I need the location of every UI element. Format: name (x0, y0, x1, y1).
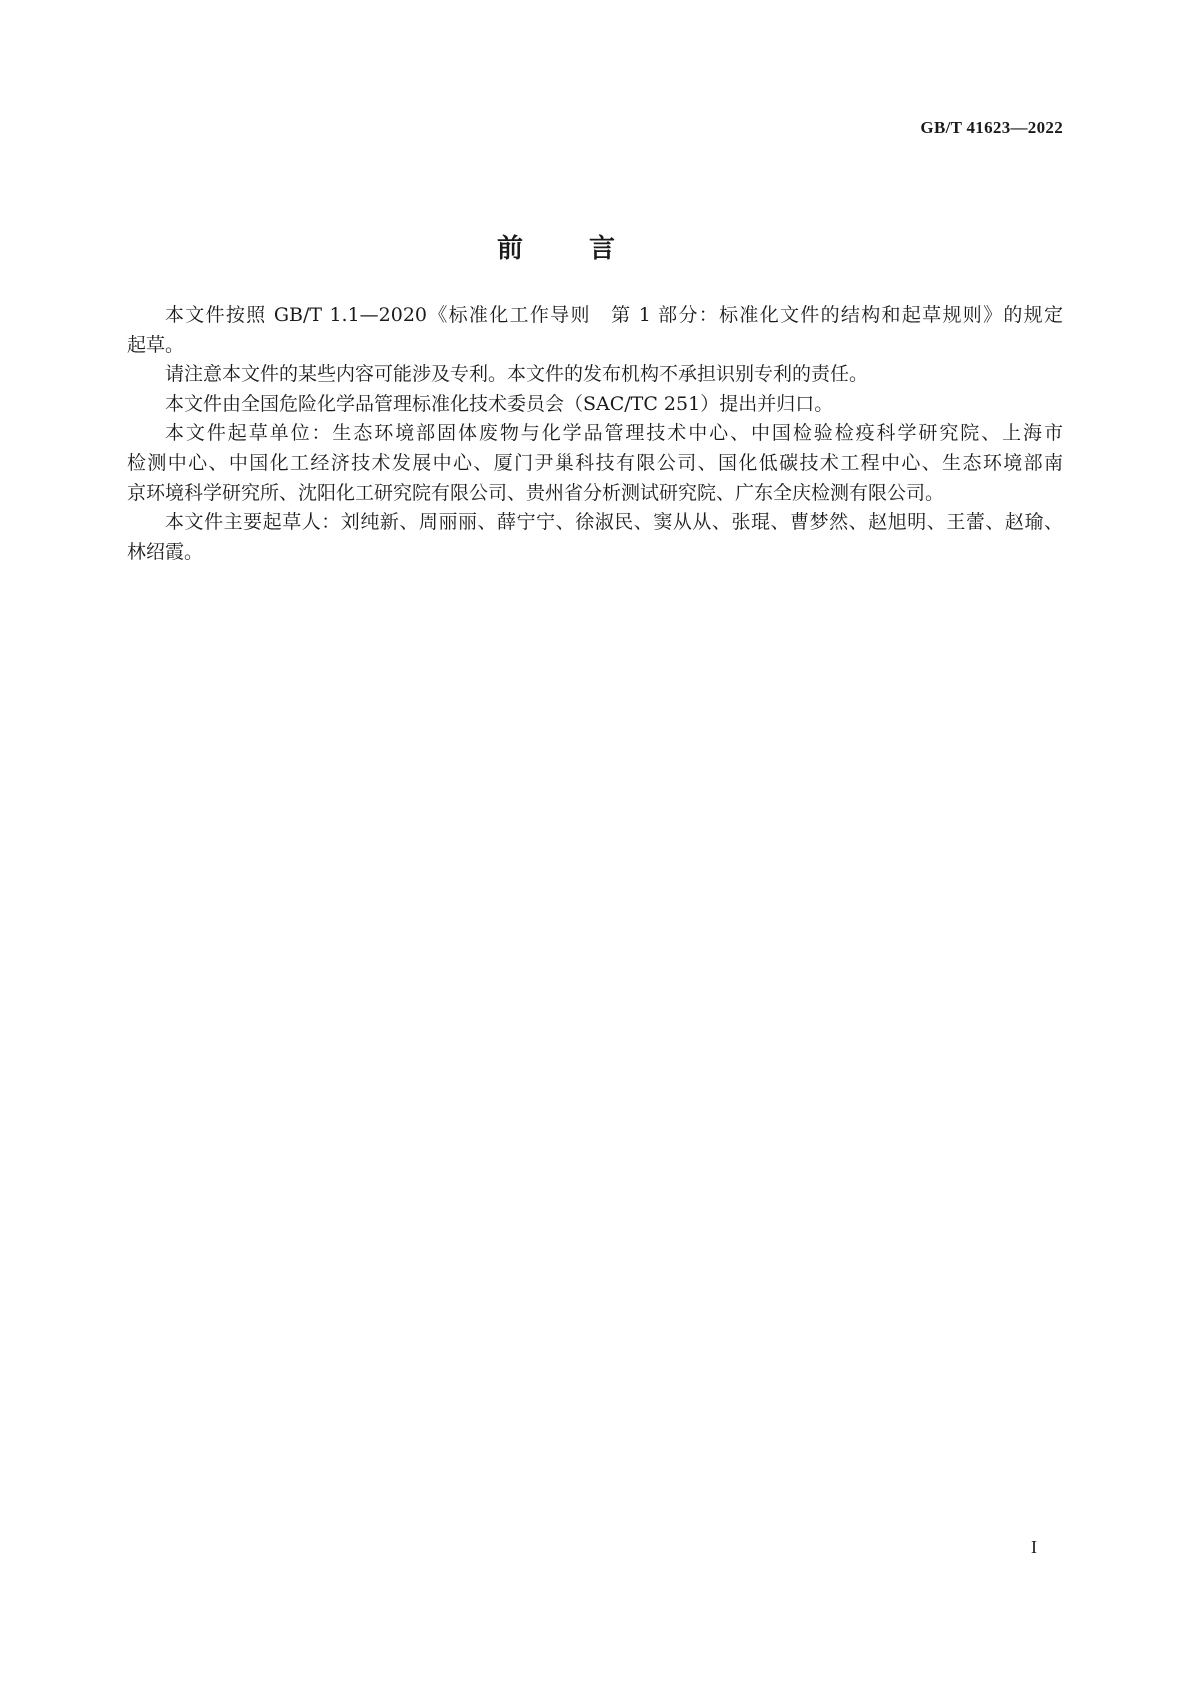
paragraph-line: 本文件按照 GB/T 1.1—2020《标准化工作导则 第 1 部分：标准化文件的结构和起草规则》的规定 (165, 304, 1063, 326)
paragraph-line: 本文件起草单位：生态环境部固体废物与化学品管理技术中心、中国检验检疫科学研究院、上海市 (165, 422, 1063, 445)
paragraph-drafting-units (127, 419, 1063, 508)
paragraph-line: 林绍霞。 (127, 540, 204, 563)
paragraph-committee (127, 390, 1063, 420)
paragraph-line: 检测中心、中国化工经济技术发展中心、厦门尹巢科技有限公司、国化低碳技术工程中心、生态环境部南 (127, 451, 1063, 474)
foreword-body (127, 301, 1063, 567)
standard-number: GB/T 41623—2022 (920, 118, 1063, 137)
paragraph-line: 起草。 (127, 333, 185, 356)
paragraph-standard-basis (127, 301, 1063, 360)
paragraph-patent-notice (127, 360, 1063, 390)
paragraph-line: 京环境科学研究所、沈阳化工研究院有限公司、贵州省分析测试研究院、广东全庆检测有限公司。 (127, 481, 945, 504)
page-number: I (1031, 1537, 1037, 1557)
page-title: 前 言 (497, 234, 636, 264)
paragraph-line: 本文件由全国危险化学品管理标准化技术委员会（SAC/TC 251）提出并归口。 (165, 392, 834, 415)
paragraph-drafters (127, 508, 1063, 567)
paragraph-line: 本文件主要起草人：刘纯新、周丽丽、薛宁宁、徐淑民、窦从从、张琨、曹梦然、赵旭明、王蕾、赵瑜、 (165, 511, 1063, 534)
paragraph-line: 请注意本文件的某些内容可能涉及专利。本文件的发布机构不承担识别专利的责任。 (165, 363, 869, 386)
